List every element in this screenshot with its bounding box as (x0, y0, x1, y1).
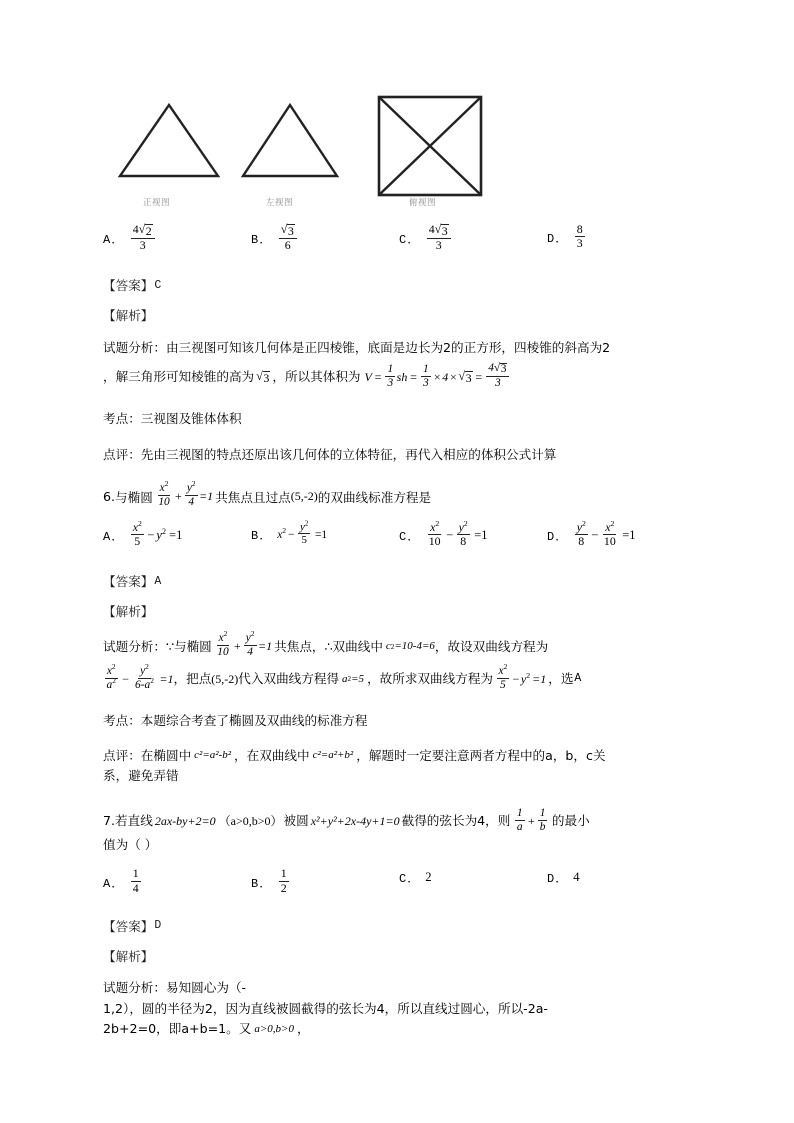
q7-b-num: 1 (280, 866, 287, 881)
q5-dianping-label: 点评： (103, 447, 141, 463)
q5-c-num-coeff: 4 (428, 221, 435, 236)
q6-answer-bracket: 【答案】 (103, 573, 154, 589)
q5-analysis-text-1: 由三视图可知该几何体是正四棱锥，底面是边长为2的正方形，四棱锥的斜高为2 (165, 339, 611, 355)
q6-number: 6. (103, 489, 116, 505)
q6-an-ellipse-n2: y (245, 632, 251, 645)
q5-answer-row (103, 277, 703, 294)
q7-analysis-line-1 (103, 978, 703, 998)
q6-option-c-label: C． (399, 530, 421, 545)
q6-l1-b: 共焦点， (274, 638, 325, 654)
q7-answer-row (103, 918, 703, 935)
q5-analysis-line-2 (103, 363, 703, 391)
top-view-square-with-diagonals-icon (375, 92, 485, 198)
q6-l2-b: 代入双曲线方程得 (238, 671, 340, 687)
q7-stem-block (103, 808, 703, 855)
q6-option-a[interactable]: A． $\frac{x^2}{5}$ − $y^2$ =1 (103, 518, 183, 548)
formula-eq-1: = (373, 369, 382, 384)
q6-dianping-label: 点评： (103, 747, 141, 763)
q5-option-a-label: A． (103, 233, 125, 248)
q5-kaodian-text: 三视图及锥体体积 (140, 411, 242, 427)
q5-analysis-text-2b: ，所以其体积为 (272, 369, 361, 385)
formula-eq-2: = (409, 369, 418, 384)
q7-number: 7. (103, 813, 116, 829)
q7-d-value: 4 (573, 869, 580, 884)
formula-f1-num: 1 (387, 362, 394, 375)
q6-gen-d1: a (106, 678, 113, 691)
q7-option-c-label: C． (399, 871, 421, 886)
q6-ellipse-d1: 10 (158, 495, 170, 508)
formula-f2-num: 1 (422, 362, 429, 375)
q7-stem-a: 若直线 (115, 813, 153, 829)
q6-d-d1: 8 (578, 533, 585, 548)
q6-ellipse-equation: $\frac{x^2}{10}$ + $\frac{y^2}{4}$ =1 (158, 479, 214, 508)
q6-kaodian-label: 考点： (103, 712, 141, 728)
q7-a-den: 4 (132, 880, 139, 895)
q6-analysis-ellipse: $\frac{x^2}{10}$ + $\frac{y^2}{4}$ =1 (217, 629, 273, 659)
q5-analysis-bracket-row (103, 307, 703, 325)
q6-gen-d2: 6-a (135, 678, 151, 691)
q6-gen-n2: y (140, 664, 146, 677)
q6-l2-d: ，选 (548, 671, 574, 687)
q5-dianping-row (103, 444, 703, 463)
q6-stem-c: 的双曲线标准方程是 (317, 490, 432, 506)
q6-c-n2: y (458, 519, 464, 534)
q7-analysis-condition: a>0,b>0 (254, 1022, 294, 1035)
q6-option-b-label: B． (251, 529, 273, 544)
q6-final-n: x (498, 664, 504, 677)
q7-analysis-text-1: 易知圆心为（- (165, 980, 247, 996)
q7-analysis-text-3a: 2b+2=0，即a+b=1。又 (103, 1021, 252, 1037)
q7-option-d[interactable] (547, 869, 579, 886)
q6-dianping-block (103, 746, 703, 786)
q6-analysis-bracket: 【解析】 (103, 603, 154, 619)
side-view-triangle-icon (238, 100, 348, 182)
q6-c2-val: =10-4=6 (394, 640, 435, 652)
q7-expr-f2-den: b (539, 820, 546, 833)
q6-option-row (103, 518, 703, 560)
q6-option-c[interactable]: C． $\frac{x^2}{10}$ − $\frac{y^2}{8}$ =1 (399, 518, 488, 548)
q5-kaodian-label: 考点： (103, 411, 141, 427)
formula-sh: sh (396, 369, 408, 384)
q6-answer-value: A (154, 574, 162, 588)
q6-c-d2: 8 (460, 533, 467, 548)
q5-option-d[interactable] (547, 221, 586, 252)
q5-d-num: 8 (576, 221, 583, 236)
q6-ellipse-n1: x (159, 482, 165, 495)
q6-c-n1: x (430, 519, 436, 534)
q7-answer-value: D (154, 919, 162, 933)
figure-caption-top: 俯视图 (409, 198, 437, 208)
q6-stem-a: 与椭圆 (115, 490, 153, 506)
q6-an-ellipse-n1: x (218, 632, 224, 645)
formula-f3-num-root: 3 (500, 363, 507, 376)
q6-l1-c: 双曲线中 (332, 638, 383, 654)
q7-expr-f1-num: 1 (516, 806, 523, 819)
q7-circle-equation: x²+y²+2x-4y+1=0 (310, 813, 400, 828)
q6-hyperbola-general: $\frac{x^2}{a^2}$ − $\frac{y^2}{6-a^2}$ =1 (106, 662, 174, 691)
q7-b-den: 2 (280, 880, 287, 895)
q6-an-ellipse-d1: 10 (217, 646, 229, 659)
q6-d-d2: 10 (603, 533, 616, 548)
front-view-triangle-icon (115, 100, 225, 182)
q6-d-n2: x (605, 519, 611, 534)
q6-b-d2: 5 (301, 533, 307, 546)
formula-f2-den: 3 (422, 376, 429, 389)
q6-dianping-c: ，解题时一定要注意两者方程中的a，b，c关 (356, 747, 606, 763)
q7-condition: （a>0,b>0） (218, 813, 283, 828)
q6-c2-sym: c (385, 640, 391, 652)
q5-option-b[interactable]: B． √ 3 6 (251, 224, 298, 253)
q6-an-ellipse-eq: =1 (258, 639, 273, 654)
q5-option-c[interactable]: C． 4 √ 3 3 (399, 224, 452, 253)
figure-caption-side: 左视图 (266, 198, 294, 208)
q6-analysis-bracket-row (103, 603, 703, 621)
q7-stem-b: 被圆 (283, 813, 309, 829)
q6-l2-choice: A (574, 672, 582, 686)
q5-analysis-sqrt3: √ 3 (256, 368, 270, 386)
q7-option-b-label: B． (251, 876, 273, 891)
q6-a-d1: 5 (134, 533, 141, 548)
q5-dianping-text: 先由三视图的特点还原出该几何体的立体特征，再代入相应的体积公式计算 (140, 447, 557, 463)
q5-b-radicand: 3 (287, 224, 294, 239)
q6-dianping-math-1: c²=a²-b² (194, 748, 232, 761)
q7-option-b[interactable] (251, 866, 290, 897)
q5-kaodian-row (103, 408, 703, 427)
q6-analysis-line-2 (103, 662, 703, 693)
q6-a2-val: =5 (351, 672, 365, 685)
formula-f3-den: 3 (494, 377, 501, 390)
q5-option-a[interactable]: A． 4 √ 2 3 (103, 224, 156, 253)
q6-answer-row (103, 573, 703, 590)
q7-c-value: 2 (425, 869, 432, 884)
q7-answer-bracket: 【答案】 (103, 918, 154, 934)
q6-l1-a: 与椭圆 (173, 638, 212, 654)
q7-stem-d: 的最小 (551, 813, 590, 829)
q7-analysis-bracket-row (103, 948, 703, 966)
q5-volume-formula: V = $\frac{1}{3}$ sh = $\frac{1}{3}$ × 4 × √ 3 = 4 √ 3 3 (365, 363, 511, 391)
q7-option-a-label: A． (103, 876, 125, 891)
q6-stem-b: 共焦点且过点 (215, 490, 291, 506)
q5-option-c-label: C． (399, 233, 421, 248)
q5-answer-bracket: 【答案】 (103, 278, 154, 293)
formula-four: 4 (442, 369, 449, 384)
q5-b-den: 6 (284, 237, 291, 252)
q7-option-a[interactable] (103, 866, 142, 897)
q6-ellipse-eq: =1 (199, 489, 214, 504)
q6-therefore-symbol: ∴ (324, 638, 333, 654)
q7-stem-c: 截得的弦长为4，则 (401, 813, 511, 829)
q7-analysis-lead: 试题分析： (103, 980, 166, 996)
q5-option-d-label: D． (547, 232, 569, 247)
q7-expr-f2-num: 1 (539, 806, 546, 819)
q6-d-n1: y (576, 519, 582, 534)
q6-a-n1: x (132, 519, 138, 534)
q5-analysis-lead: 试题分析： (103, 339, 166, 355)
q6-stem (103, 479, 703, 510)
q6-b-n2: y (300, 520, 305, 533)
q5-analysis-line-1 (103, 338, 703, 358)
q7-objective-expression (513, 808, 549, 835)
formula-f3-num: 4 (488, 362, 494, 375)
q5-a-num-coeff: 4 (132, 221, 139, 236)
formula-v: V (364, 369, 372, 384)
q6-dianping-b: ，在双曲线中 (234, 747, 310, 763)
figure-caption-front: 正视图 (143, 198, 171, 208)
q5-analysis-bracket: 【解析】 (103, 308, 154, 323)
q7-analysis-text-3b: ， (296, 1021, 310, 1037)
q6-ellipse-n2: y (186, 482, 192, 495)
q7-option-row (103, 866, 703, 905)
q6-kaodian-text: 本题综合考查了椭圆及双曲线的标准方程 (140, 712, 368, 728)
q6-final-equation: $\frac{x^2}{5}$ − $y^2$ =1 (498, 662, 547, 691)
q6-gen-n1: x (106, 664, 112, 677)
q5-analysis-block (103, 338, 703, 391)
q5-d-den: 3 (576, 236, 583, 251)
q7-expr-f1-den: a (516, 820, 523, 833)
q5-a-radicand: 2 (145, 224, 152, 239)
q7-option-c[interactable] (399, 869, 431, 886)
q5-c-radicand: 3 (441, 224, 448, 239)
q6-point: (5,-2) (290, 489, 318, 504)
q6-kaodian-row (103, 710, 703, 729)
q6-a-squared: a 2 =5 (342, 671, 364, 689)
formula-f1-den: 3 (387, 376, 394, 389)
q5-a-den: 3 (139, 237, 146, 252)
q7-analysis-bracket: 【解析】 (103, 948, 154, 964)
q6-because-symbol: ∵ (165, 638, 174, 654)
q7-a-num: 1 (132, 866, 139, 881)
q6-dianping-math-2: c²=a²+b² (312, 748, 354, 761)
q6-final-d: 5 (500, 678, 506, 691)
q7-option-d-label: D． (547, 871, 569, 886)
q7-line-equation: 2ax-by+2=0 (154, 813, 216, 828)
q6-l2-a: ，把点 (173, 671, 212, 687)
q5-answer-value: C (154, 278, 162, 292)
q6-an-ellipse-d2: 4 (247, 646, 253, 659)
q6-c-d1: 10 (428, 533, 441, 548)
q6-l2-point: (5,-2) (211, 671, 239, 686)
formula-times-2: × (449, 369, 458, 384)
q6-dianping-line-1 (103, 746, 703, 766)
q6-option-b[interactable]: B． $x^2$ − $\frac{y^2}{5}$ =1 (251, 519, 328, 546)
q6-l1-d: ，故设双曲线方程为 (434, 638, 549, 654)
q6-dianping-a: 在椭圆中 (140, 747, 192, 763)
q6-l2-c: ，故所求双曲线方程为 (367, 671, 493, 687)
q6-option-d[interactable]: D． $\frac{y^2}{8}$ − $\frac{x^2}{10}$ =1 (547, 518, 636, 548)
q7-analysis-line-3 (103, 1019, 703, 1039)
q6-dianping-line-2: 系，避免弄错 (103, 767, 179, 783)
q7-analysis-line-2: 1,2），圆的半径为2，因为直线被圆截得的弦长为4，所以直线过圆心，所以-2a- (103, 1000, 548, 1016)
q5-analysis-text-2a: ，解三角形可知棱锥的高为 (103, 369, 255, 385)
q6-analysis-block (103, 629, 703, 693)
q5-c-den: 3 (435, 237, 442, 252)
q7-stem-line-2: 值为（ ） (103, 836, 158, 852)
q6-c-squared: c 2 =10-4=6 (386, 638, 435, 656)
formula-times-1: × (433, 369, 442, 384)
formula-eq-3: = (474, 369, 483, 384)
formula-sqrt3: 3 (465, 371, 472, 386)
q6-analysis-lead: 试题分析： (103, 638, 166, 654)
q6-option-a-label: A． (103, 530, 125, 545)
q6-analysis-line-1 (103, 629, 703, 661)
q7-stem-line-1 (103, 808, 703, 835)
q6-a2-sym: a (342, 672, 348, 685)
document-content (103, 78, 703, 1040)
three-view-figure-group (103, 78, 703, 220)
q7-expr-plus: + (527, 813, 536, 828)
q5-option-row (103, 221, 703, 264)
q7-analysis-block (103, 978, 703, 1039)
q5-option-b-label: B． (251, 233, 273, 248)
q6-option-d-label: D． (547, 530, 569, 545)
q6-ellipse-d2: 4 (188, 495, 195, 508)
